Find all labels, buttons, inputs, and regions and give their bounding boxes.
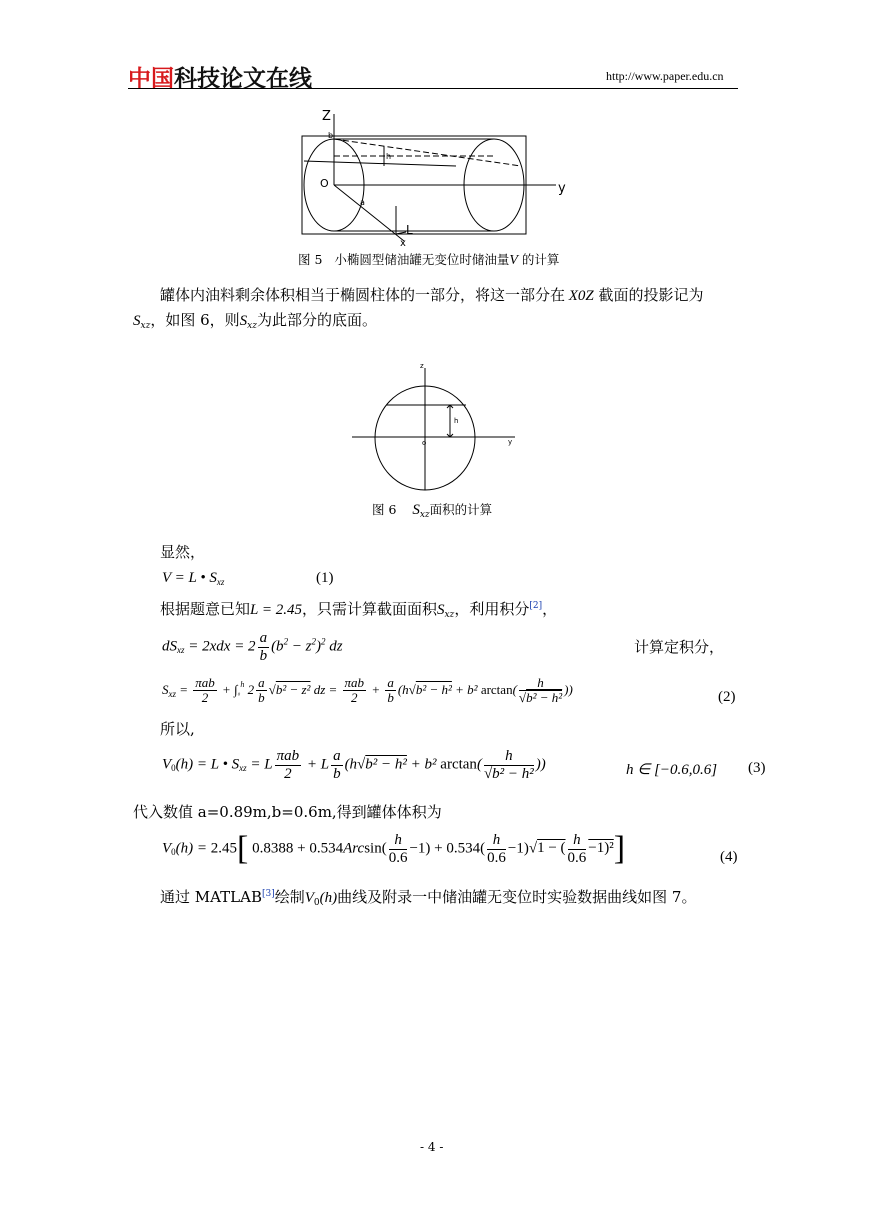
equation-2-number: (2) [718,689,736,705]
paragraph-1-line-1: 罐体内油料剩余体积相当于椭圆柱体的一部分，将这一部分在 X0Z 截面的投影记为 [160,286,704,304]
text-obviously: 显然， [160,543,206,561]
equation-1-number: (1) [316,570,334,586]
fig5-label-O: O [320,177,329,190]
text-substitute: 代入数值 a=0.89m,b=0.6m,得到罐体体积为 [133,803,442,821]
equation-differential: $dS_{xz} = 2xdx = 2$ $\frac{a}{b}$ $(b^2 - z^2)^2$ dz [162,630,343,664]
journal-logo: 中国科技论文在线 [128,66,312,92]
equation-2: $S_{xz}$ = $\frac{\text{πab}}{2}$ + ∫₀$^h$ 2 $\frac{a}{b}$ √b² − z² dz = $\frac{\text{πab}}{2}$ + $\frac{a}{b}$ (h√b² − h² + b² arctan( $\frac{h}{\text{√b² − h²}}$ )) [162,675,573,706]
equation-3-number: (3) [748,760,766,776]
figure-5-diagram [296,106,576,246]
fig6-label-h: h [454,417,459,425]
fig6-label-z: z [420,362,424,370]
text-so: 所以, [160,720,195,738]
reference-2-link[interactable]: [2] [529,601,543,611]
equation-3-range: h ∈ [−0.6,0.6] [626,762,718,778]
fig5-label-b: b [328,131,334,140]
fig5-label-h: h [386,152,392,161]
page-number: - 4 - [420,1140,444,1154]
fig5-label-z: Z [322,109,331,124]
header-rule [128,88,738,89]
figure-6-caption: 图 6 $S_{xz}$面积的计算 [372,502,493,520]
fig5-label-x: x [400,238,406,246]
header-url: http://www.paper.edu.cn [606,69,724,83]
figure-6-diagram [350,358,520,493]
fig6-label-o: o [422,439,427,447]
equation-4: $V_0(h) = 2.45$[ 0.8388 + 0.534Arcsin( $\frac{h}{0.6}$ −1) + 0.534( $\frac{h}{0.6}$ −1)√1 − ( $\frac{h}{0.6}$ −1)²] [162,830,626,867]
fig5-label-L: L [406,223,413,237]
fig5-label-y: y [558,181,566,196]
equation-1: V = L • $S_{xz}$ [162,570,225,587]
fig5-label-a: a [360,198,365,207]
equation-3: $V_0(h) = L$ • $S_{xz} = L$ $\frac{\text{πab}}{2}$ + L $\frac{a}{b}$ (h√b² − h² + b² arctan( $\frac{h}{\text{√b² − h²}}$ )) [162,748,546,782]
fig6-label-y: y [508,438,513,446]
text-calc-definite: 计算定积分， [634,638,725,656]
reference-3-link[interactable]: [3] [261,889,275,899]
equation-4-number: (4) [720,849,738,865]
figure-5-caption: 图 5 小椭圆型储油罐无变位时储油量V 的计算 [298,252,560,268]
text-matlab: 通过 MATLAB[3]绘制$V_0(h)$曲线及附录一中储油罐无变位时实验数据曲线如图 7。 [160,888,697,908]
text-given: 根据题意已知L = 2.45，只需计算截面面积$S_{xz}$，利用积分[2]， [160,600,558,620]
paragraph-1-line-2: $S_{xz}$，如图 6，则$S_{xz}$为此部分的底面。 [133,311,377,331]
